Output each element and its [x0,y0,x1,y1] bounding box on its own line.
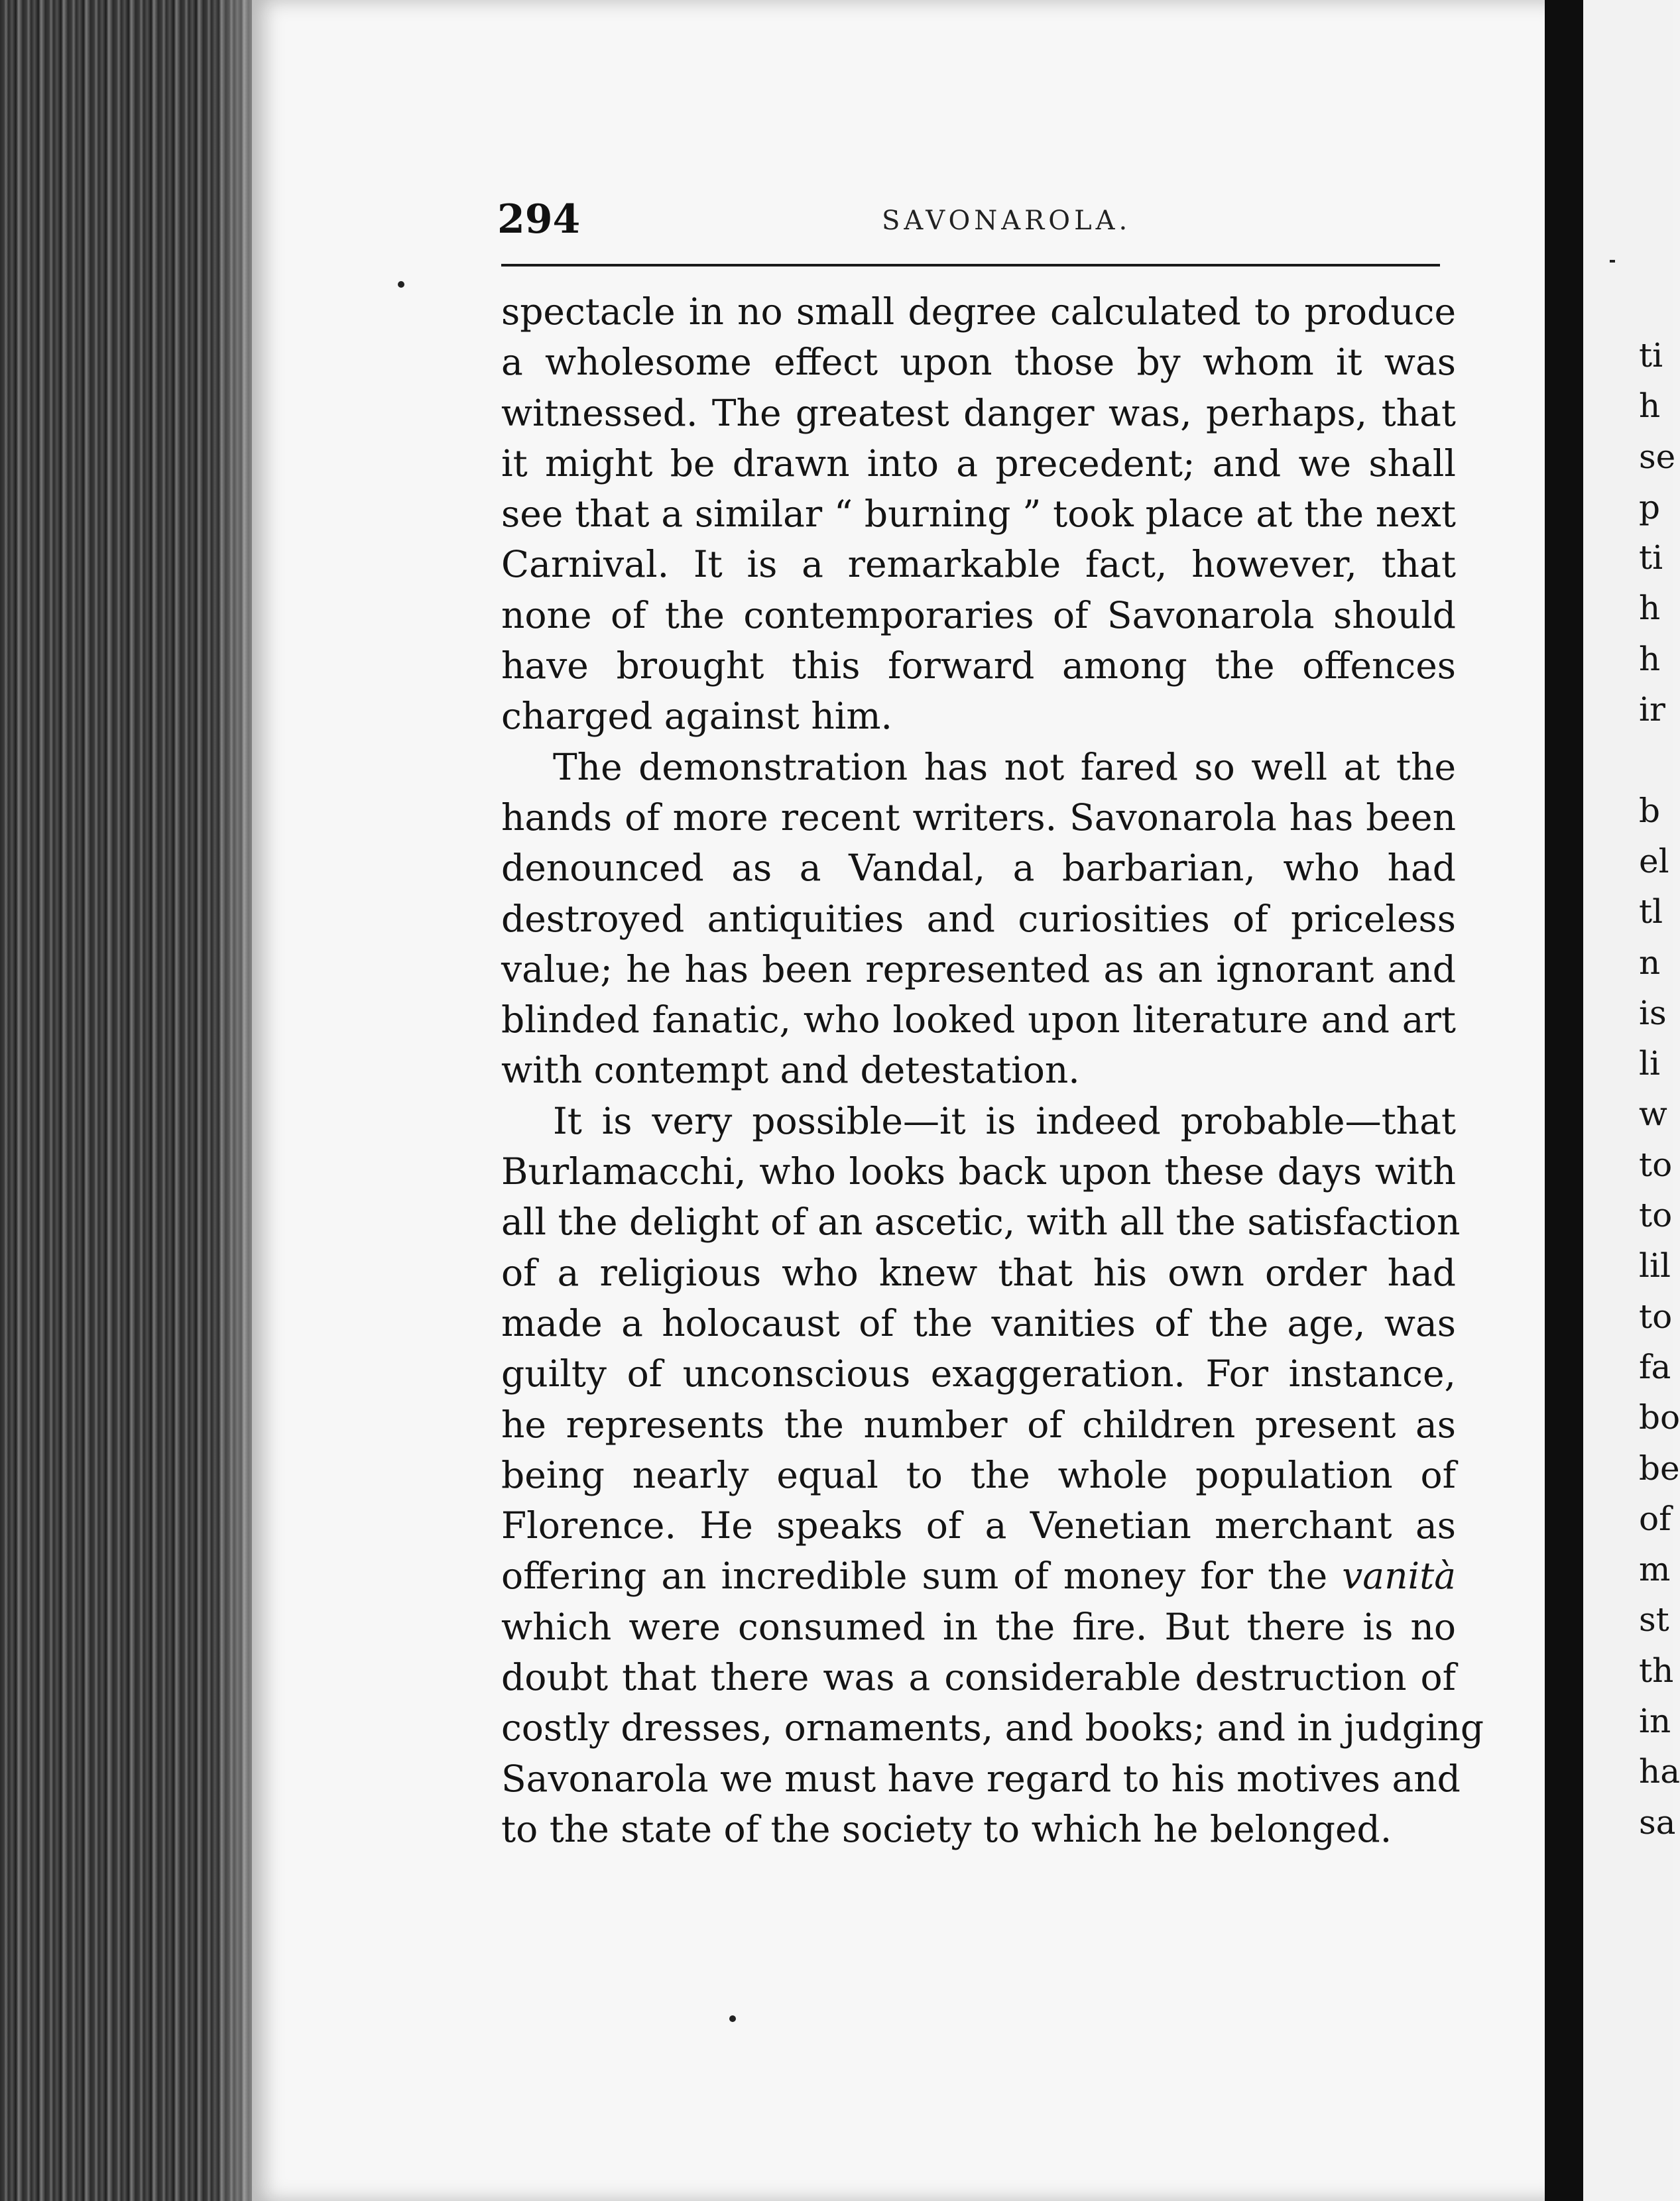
text-line: offering an incredible sum of money for the vanità [501,1555,1456,1598]
facing-page-fragment-line: to [1639,1297,1673,1336]
facing-page-fragment-line: el [1639,841,1669,880]
facing-page-fragment-line: ti [1639,336,1663,375]
text-line: hands of more recent writers. Savonarola has been [501,796,1456,839]
text-line: to the state of the society to which he belonged. [501,1807,1392,1850]
facing-page-fragment-line: m [1639,1550,1671,1589]
facing-page-fragment-line: of [1639,1499,1671,1538]
facing-page-fragment-line: h [1639,387,1661,426]
text-line: The demonstration has not fared so well at the [553,745,1456,788]
text-line: witnessed. The greatest danger was, perhaps, that [501,391,1456,434]
text-line: a wholesome effect upon those by whom it was [501,341,1456,384]
text-line: made a holocaust of the vanities of the age, was [501,1301,1456,1344]
facing-page-fragment-line: th [1639,1651,1674,1690]
text-line: Savonarola we must have regard to his motives and [501,1757,1461,1800]
text-line: Florence. He speaks of a Venetian merchant as [501,1504,1456,1547]
text-line: he represents the number of children present as [501,1403,1456,1446]
facing-page-fragment-line: lil [1639,1246,1671,1285]
facing-page-fragment-line: st [1639,1600,1669,1639]
facing-page-fragment-line: h [1639,639,1661,678]
facing-page-fragment-line: li [1639,1044,1660,1083]
facing-page-line-fragments [1639,330,1680,1848]
text-line: none of the contemporaries of Savonarola should [501,593,1456,636]
text-line: doubt that there was a considerable destruction of [501,1656,1456,1699]
text-line: blinded fanatic, who looked upon literature and art [501,998,1456,1041]
ink-speck [729,2015,736,2022]
facing-page-fragment-line [1639,735,1680,785]
text-line: destroyed antiquities and curiosities of priceless [501,897,1456,940]
paragraph [501,742,1456,1096]
page-number: 294 [497,196,581,243]
paragraph [501,1096,1484,1854]
text-line: costly dresses, ornaments, and books; and in judging [501,1706,1484,1750]
book-page-edges [0,0,292,2201]
facing-page-fragment-line: ir [1639,690,1665,729]
facing-page-fragment-line: bo [1639,1398,1680,1437]
text-line: value; he has been represented as an ignorant and [501,947,1456,990]
facing-page-fragment-line: fa [1639,1347,1671,1386]
facing-page-fragment-line: ti [1639,538,1663,577]
facing-page-rule-mark [1610,260,1615,263]
facing-page-fragment-line: sa [1639,1803,1676,1842]
text-line: it might be drawn into a precedent; and we shall [501,442,1456,485]
body-text [501,286,1484,1854]
text-line: have brought this forward among the offences [501,644,1456,687]
text-line: being nearly equal to the whole population of [501,1453,1456,1496]
text-line: Burlamacchi, who looks back upon these days with [501,1150,1456,1193]
facing-page-fragment-line: in [1639,1702,1671,1741]
text-line: see that a similar “ burning ” took place at the next [501,493,1456,536]
running-head [497,196,1472,249]
facing-page-fragment-line: w [1639,1095,1667,1134]
ink-speck [398,281,404,288]
facing-page-fragment-line: to [1639,1196,1673,1235]
facing-page-fragment-line: to [1639,1145,1673,1184]
text-line: all the delight of an ascetic, with all the satisfaction [501,1201,1461,1244]
facing-page-fragment-line: se [1639,437,1676,476]
text-line: Carnival. It is a remarkable fact, however, that [501,543,1456,586]
facing-page-fragment-line: n [1639,943,1661,982]
running-title: SAVONAROLA. [882,206,1132,236]
text-line: charged against him. [501,695,893,738]
facing-page-fragment [1583,0,1680,2201]
text-line: denounced as a Vandal, a barbarian, who had [501,847,1456,890]
text-line: guilty of unconscious exaggeration. For instance, [501,1352,1456,1396]
header-rule [501,264,1440,267]
text-line: which were consumed in the fire. But there is no [501,1605,1456,1648]
facing-page-fragment-line: p [1639,487,1661,526]
facing-page-fragment-line: ha [1639,1752,1680,1791]
facing-page-fragment-line: is [1639,993,1667,1032]
text-line: of a religious who knew that his own order had [501,1251,1456,1294]
text-line: It is very possible—it is indeed probable—that [553,1099,1456,1142]
facing-page-fragment-line: b [1639,791,1661,830]
facing-page-fragment-line: tl [1639,892,1663,931]
facing-page-fragment-line: be [1639,1449,1680,1488]
text-line: with contempt and detestation. [501,1049,1080,1092]
facing-page-fragment-line: h [1639,589,1661,628]
text-line: spectacle in no small degree calculated to produce [501,290,1456,333]
book-gutter [1545,0,1583,2201]
paragraph [501,286,1456,742]
